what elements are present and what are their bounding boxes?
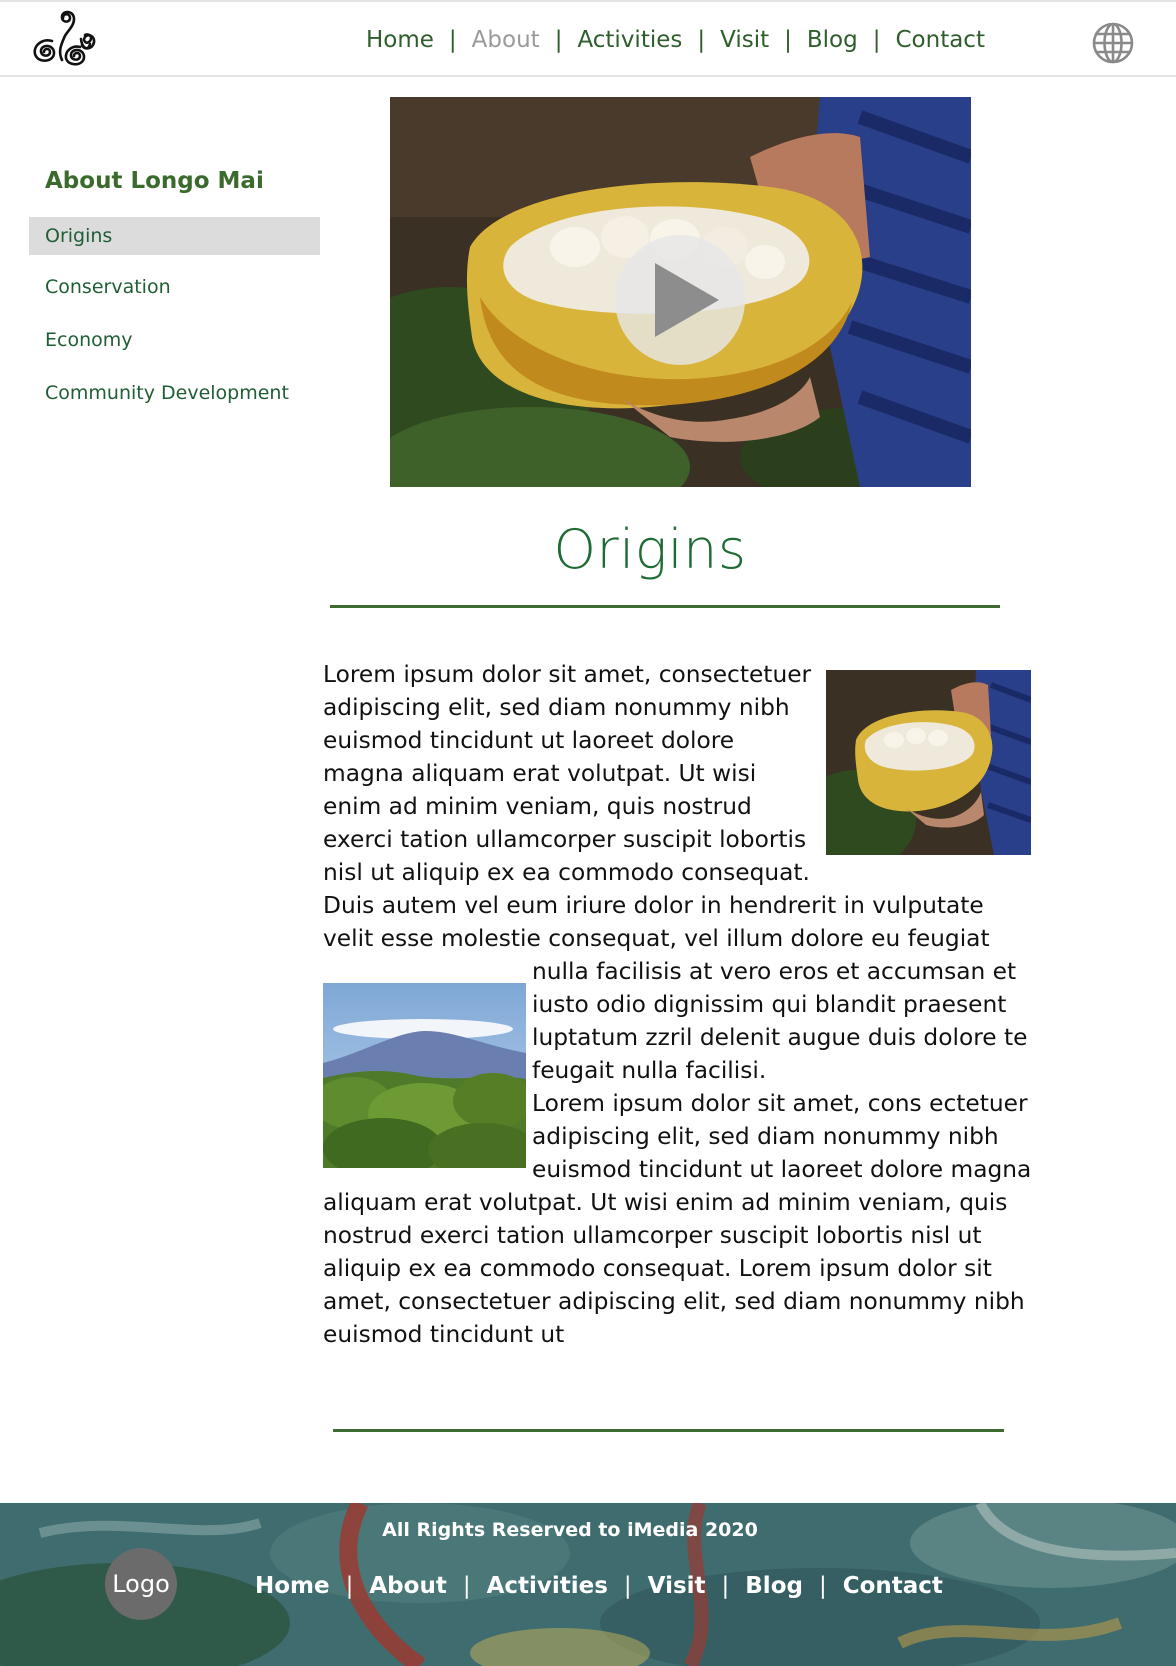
page-title: Origins [553, 518, 747, 581]
nav-separator: | [784, 27, 792, 53]
footer-nav-separator: | [623, 1573, 632, 1599]
nav-about[interactable]: About [471, 27, 540, 53]
footer-nav-separator: | [462, 1573, 471, 1599]
globe-icon[interactable] [1092, 22, 1134, 64]
footer-nav-activities[interactable]: Activities [486, 1573, 608, 1599]
title-divider [330, 605, 1000, 608]
sidebar-item-community-development[interactable]: Community Development [45, 382, 289, 404]
footer-nav-separator: | [818, 1573, 827, 1599]
copyright-text: All Rights Reserved to iMedia 2020 [382, 1519, 758, 1541]
nav-home[interactable]: Home [366, 27, 434, 53]
hero-video[interactable] [390, 97, 971, 487]
play-icon [655, 263, 719, 337]
footer-nav-visit[interactable]: Visit [647, 1573, 706, 1599]
sidebar-item-origins[interactable]: Origins [29, 217, 320, 255]
sidebar-item-conservation[interactable]: Conservation [45, 276, 171, 298]
play-button[interactable] [615, 235, 745, 365]
nav-contact[interactable]: Contact [895, 27, 985, 53]
footer-nav-separator: | [721, 1573, 730, 1599]
nav-separator: | [448, 27, 457, 53]
article-paragraph-1: Lorem ipsum dolor sit amet, consectetuer adipiscing elit, sed diam nonummy nibh euismod tincidunt ut laoreet dolore magna aliquam erat volutpat. Ut wisi enim ad minim veniam, quis nostrud exerci tation ullamcorper suscipit lobortis nisl ut aliquip ex ea commodo consequat. Duis autem vel eum iriure dolor in hendrerit in vulputate velit esse molestie consequat, vel illum dolore eu feugiat nulla facilisis at vero eros et accumsan et iusto odio dignissim qui blandit praesent luptatum zzril delenit augue duis dolore te feugait nulla facilisi. [323, 661, 1028, 1084]
nav-blog[interactable]: Blog [806, 27, 858, 53]
footer-nav-home[interactable]: Home [255, 1573, 330, 1599]
spiral-logo-icon[interactable] [30, 8, 102, 74]
footer-nav [255, 1568, 943, 1604]
nav-activities[interactable]: Activities [577, 27, 683, 53]
footer-nav-about[interactable]: About [369, 1573, 447, 1599]
footer-nav-separator: | [345, 1573, 354, 1599]
footer-nav-blog[interactable]: Blog [745, 1573, 803, 1599]
sidebar-item-economy[interactable]: Economy [45, 329, 133, 351]
site-footer [0, 1503, 1176, 1666]
cacao-pod-thumbnail [826, 670, 1031, 855]
mountain-forest-image [323, 983, 526, 1168]
nav-visit[interactable]: Visit [720, 27, 770, 53]
nav-separator: | [872, 27, 881, 53]
sidebar-title: About Longo Mai [45, 168, 264, 194]
main-nav [366, 24, 985, 56]
footer-logo[interactable]: Logo [105, 1548, 177, 1620]
nav-separator: | [554, 27, 563, 53]
article-end-divider [333, 1429, 1004, 1432]
article-paragraph-2: Lorem ipsum dolor sit amet, cons ectetuer adipiscing elit, sed diam nonummy nibh euismod tincidunt ut laoreet dolore magna aliquam erat volutpat. Ut wisi enim ad minim veniam, quis nostrud exerci tation ullamcorper suscipit lobortis nisl ut aliquip ex ea commodo consequat. Lorem ipsum dolor sit amet, consectetuer adipiscing elit, sed diam nonummy nibh euismod tincidunt ut [323, 1090, 1032, 1348]
site-header [0, 0, 1176, 77]
footer-nav-contact[interactable]: Contact [842, 1573, 943, 1599]
nav-separator: | [697, 27, 706, 53]
